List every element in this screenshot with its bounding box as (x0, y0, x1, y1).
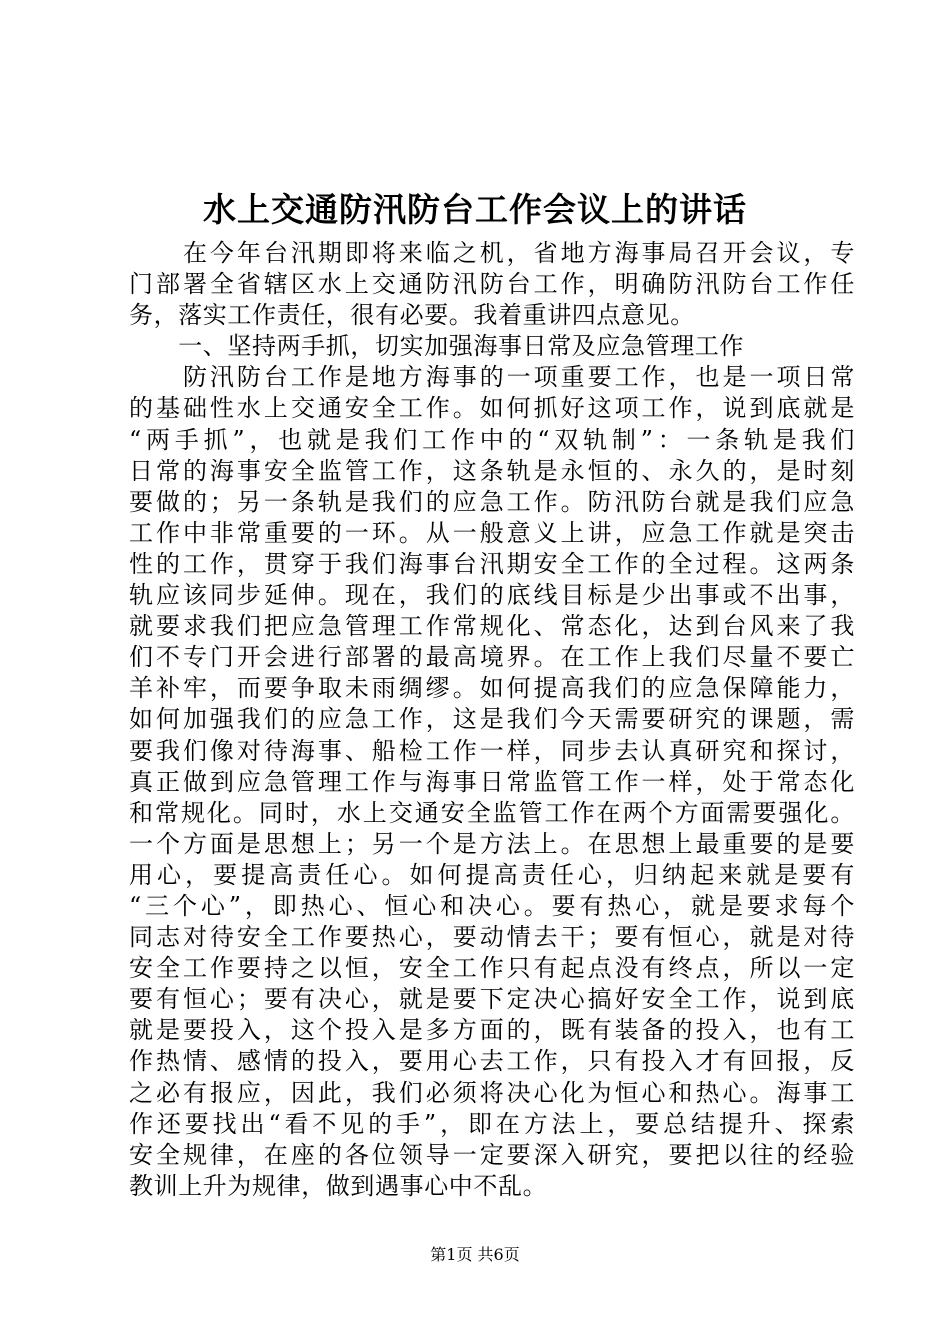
body-text-line: 要做的；另一条轨是我们的应急工作。防汛防台就是我们应急 (129, 487, 855, 516)
body-text-line: 日常的海事安全监管工作，这条轨是永恒的、永久的，是时刻 (129, 456, 855, 485)
body-text-line: 作热情、感情的投入，要用心去工作，只有投入才有回报，反 (129, 1047, 855, 1076)
body-text-line: 在今年台汛期即将来临之机，省地方海事局召开会议，专 (129, 239, 855, 267)
body-text-line: 用心，要提高责任心。如何提高责任心，归纳起来就是要有 (129, 860, 855, 889)
body-text-line: 如何加强我们的应急工作，这是我们今天需要研究的课题，需 (129, 705, 855, 734)
body-text-line: 就是要投入，这个投入是多方面的，既有装备的投入，也有工 (129, 1016, 855, 1045)
body-text-line: 羊补牢，而要争取未雨绸缪。如何提高我们的应急保障能力， (129, 674, 855, 703)
body-text-line: 要我们像对待海事、船检工作一样，同步去认真研究和探讨， (129, 736, 855, 765)
body-text-line: 工作中非常重要的一环。从一般意义上讲，应急工作就是突击 (129, 518, 855, 547)
body-text-line: 门部署全省辖区水上交通防汛防台工作，明确防汛防台工作任 (129, 270, 855, 299)
body-text-line: 轨应该同步延伸。现在，我们的底线目标是少出事或不出事， (129, 581, 855, 610)
body-text-line: 务，落实工作责任，很有必要。我着重讲四点意见。 (129, 301, 695, 330)
body-text-line: “三个心”，即热心、恒心和决心。要有热心，就是要求每个 (129, 891, 855, 920)
body-text-line: 就要求我们把应急管理工作常规化、常态化，达到台风来了我 (129, 612, 855, 641)
body-text-line: 作还要找出“看不见的手”，即在方法上，要总结提升、探索 (129, 1109, 855, 1138)
body-text-line: 同志对待安全工作要热心，要动情去干；要有恒心，就是对待 (129, 923, 855, 952)
page-footer: 第1页 共6页 (430, 1245, 520, 1264)
body-text-line: 防汛防台工作是地方海事的一项重要工作，也是一项日常 (129, 363, 855, 392)
body-text-line: “两手抓”，也就是我们工作中的“双轨制”：一条轨是我们 (129, 425, 855, 454)
body-text-line: 要有恒心；要有决心，就是要下定决心搞好安全工作，说到底 (129, 985, 855, 1014)
body-text-line: 的基础性水上交通安全工作。如何抓好这项工作，说到底就是 (129, 394, 855, 423)
body-text-line: 真正做到应急管理工作与海事日常监管工作一样，处于常态化 (129, 767, 855, 796)
body-text-line: 一个方面是思想上；另一个是方法上。在思想上最重要的是要 (129, 829, 855, 858)
body-text-line: 和常规化。同时，水上交通安全监管工作在两个方面需要强化。 (129, 798, 855, 827)
body-text-line: 一、坚持两手抓，切实加强海事日常及应急管理工作 (129, 332, 744, 361)
body-text-line: 安全工作要持之以恒，安全工作只有起点没有终点，所以一定 (129, 954, 855, 983)
body-text-line: 安全规律，在座的各位领导一定要深入研究，要把以往的经验 (129, 1140, 855, 1169)
body-text-line: 们不专门开会进行部署的最高境界。在工作上我们尽量不要亡 (129, 643, 855, 672)
document-title: 水上交通防汛防台工作会议上的讲话 (203, 190, 747, 229)
document-body (129, 238, 855, 1202)
body-text-line: 性的工作，贯穿于我们海事台汛期安全工作的全过程。这两条 (129, 549, 855, 578)
body-text-line: 教训上升为规律，做到遇事心中不乱。 (129, 1171, 548, 1200)
body-text-line: 之必有报应，因此，我们必须将决心化为恒心和热心。海事工 (129, 1078, 855, 1107)
